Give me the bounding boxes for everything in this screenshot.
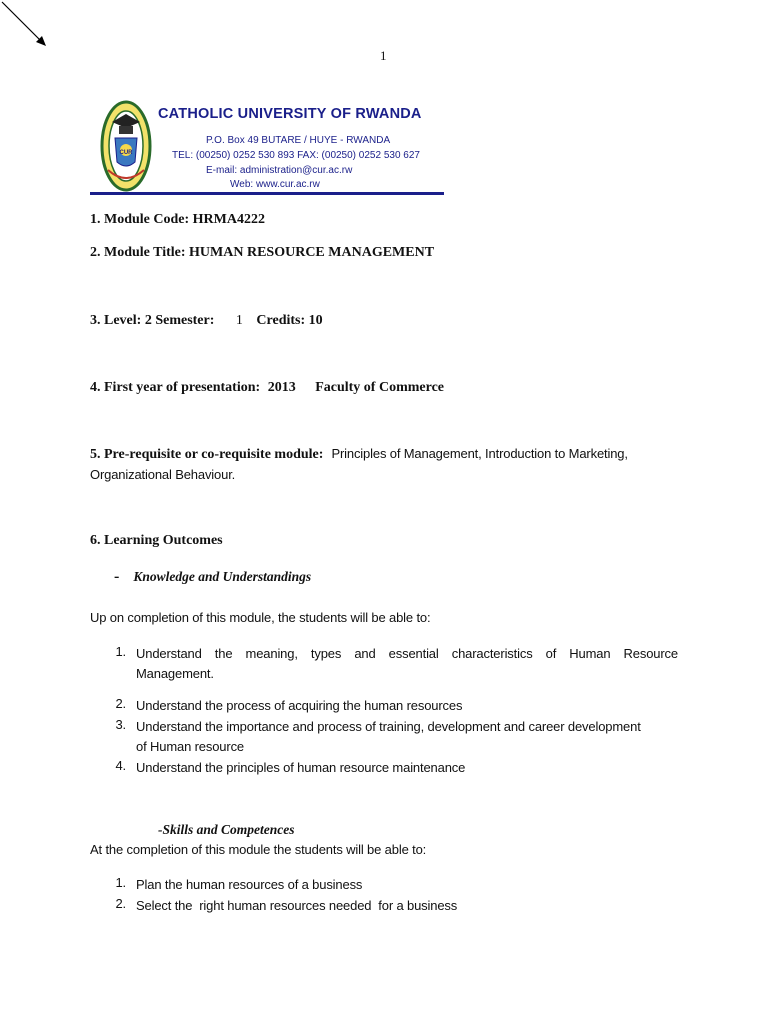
list-number: 2. [115,896,126,911]
list-item-line1: Understand the importance and process of training, development and career development [136,719,641,734]
module-code [90,211,265,228]
list-item [115,644,678,696]
knowledge-dash: - [114,568,120,585]
page-number: 1 [380,48,387,63]
list-item-line1: Understand the principles of human resource maintenance [136,760,466,775]
list-item-line2: Management. [136,666,214,681]
first-year-label: 4. First year of presentation: [90,380,261,395]
first-year-of-presentation [90,379,444,396]
prerequisite-label: 5. Pre-requisite or co-requisite module: [90,447,324,462]
list-item-line1: Understand the meaning, types and essential characteristics of Human Resource [136,646,678,661]
list-number: 1. [115,875,126,890]
module-title-label: 2. Module Title: [90,245,186,260]
skills-list [115,875,678,917]
credits: Credits: 10 [256,313,323,328]
list-item [115,717,678,758]
prerequisite-value-line1: Principles of Management, Introduction to Marketing, [331,446,628,461]
list-item [115,758,678,779]
list-item-line2: of Human resource [136,739,245,754]
level-semester-credits [90,312,323,329]
skills-intro: At the completion of this module the students will be able to: [90,842,427,857]
list-number: 4. [115,758,126,773]
letterhead-rule [90,192,444,195]
university-seal-icon [100,100,152,192]
letterhead-phone-fax: TEL: (00250) 0252 530 893 FAX: (00250) 0252 530 627 [172,150,420,161]
prerequisite [90,445,680,482]
faculty: Faculty of Commerce [315,380,444,395]
university-name: CATHOLIC UNIVERSITY OF RWANDA [158,106,422,122]
knowledge-list [115,644,678,779]
list-number: 2. [115,696,126,711]
module-title-value: HUMAN RESOURCE MANAGEMENT [189,245,435,260]
knowledge-intro: Up on completion of this module, the students will be able to: [90,610,431,625]
module-code-value: HRMA4222 [192,212,265,227]
skills-subheading: -Skills and Competences [158,822,295,837]
knowledge-subheading [114,568,311,586]
list-item [115,875,678,896]
svg-text:CUR: CUR [119,150,133,156]
list-number: 1. [115,644,126,659]
list-item [115,896,678,917]
list-item-text: Plan the human resources of a business [136,877,363,892]
module-code-label: 1. Module Code: [90,212,190,227]
learning-outcomes-heading: 6. Learning Outcomes [90,533,223,548]
letterhead-address: P.O. Box 49 BUTARE / HUYE - RWANDA [206,135,391,146]
letterhead-web: Web: www.cur.ac.rw [230,179,320,190]
corner-arrow-icon [0,0,50,50]
list-number: 3. [115,717,126,732]
module-title [90,244,434,261]
letterhead-email: E-mail: administration@cur.ac.rw [206,165,353,176]
list-item-line1: Understand the process of acquiring the human resources [136,698,463,713]
level-semester-label: 3. Level: 2 Semester: [90,313,215,328]
list-item [115,696,678,717]
prerequisite-value-line2: Organizational Behaviour. [90,467,236,482]
knowledge-title: Knowledge and Understandings [133,569,312,584]
letterhead [90,98,444,196]
semester-value: 1 [235,313,243,328]
list-item-text: Select the right human resources needed for a business [136,898,458,913]
first-year-value: 2013 [267,380,296,395]
